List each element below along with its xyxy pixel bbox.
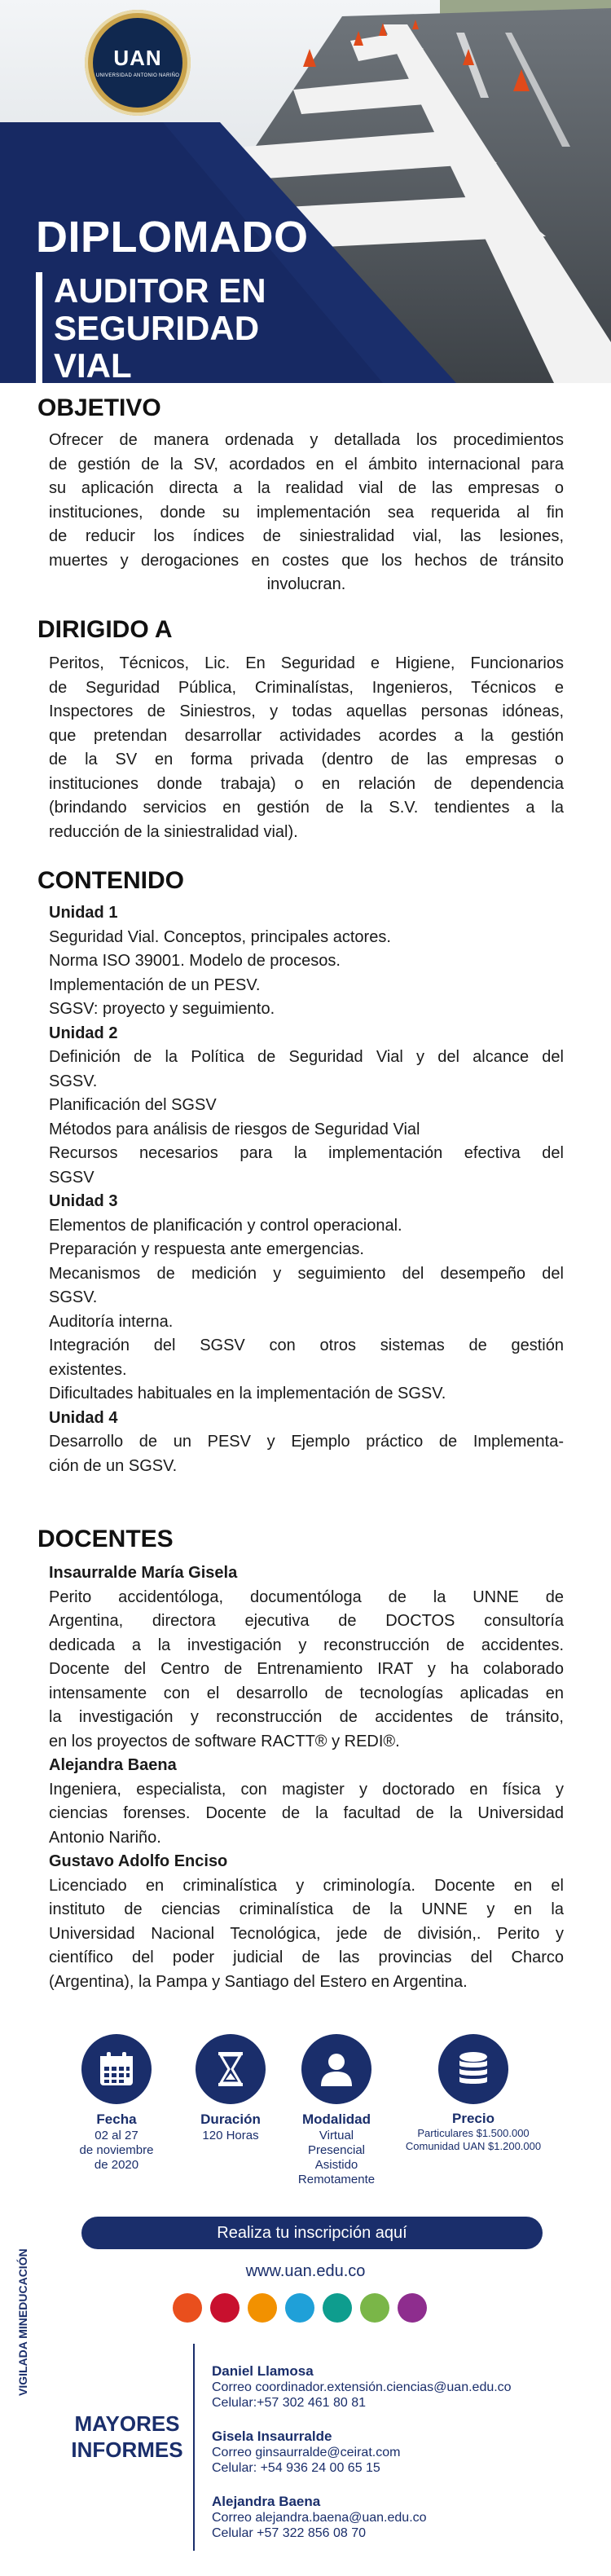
text-line: de gestión de la SV, acordados en el ámbito internacional para [49, 455, 564, 473]
contact-phone[interactable]: Celular +57 322 856 08 70 [212, 2526, 367, 2540]
contact-name: Daniel Llamosa [212, 2363, 314, 2379]
website-link[interactable]: www.uan.edu.co [245, 2262, 366, 2280]
docente-bio-line: Licenciado en criminalística y criminología. Docente en el [49, 1876, 564, 1895]
docente-bio-line: dedicada a la investigación y reconstrucción de accidentes. [49, 1636, 564, 1654]
list-item: Definición de la Política de Seguridad Vial y del alcance del [49, 1048, 564, 1066]
text-line: muertes y derogaciones en costes que los hechos de tránsito [49, 551, 564, 570]
contact-email[interactable]: Correo alejandra.baena@uan.edu.co [212, 2511, 427, 2525]
objetivo-text [49, 429, 564, 597]
docente-bio-line: intensamente con el desarrollo de tecnologías aplicadas en [49, 1684, 564, 1702]
text-line: su aplicación directa a la realidad vial de las empresas o [49, 479, 564, 497]
text-line: reducción de la siniestralidad vial). [49, 822, 298, 841]
section-heading-dirigido: DIRIGIDO A [37, 616, 173, 643]
list-item: Recursos necesarios para la implementación efectiva del [49, 1144, 564, 1162]
docente-name: Alejandra Baena [49, 1756, 177, 1774]
text-line: de Seguridad Pública, Criminalístas, Ingenieros, Técnicos e [49, 678, 564, 697]
unit-title: Unidad 2 [49, 1024, 118, 1042]
docente-bio-line: la investigación y reconstrucción de accidentes de tránsito, [49, 1708, 564, 1726]
signup-button[interactable]: Realiza tu inscripción aquí [81, 2217, 543, 2249]
docente-bio-line: instituto de ciencias criminalística de la UNNE y en la [49, 1900, 564, 1918]
modalidad-value-line: Presencial [307, 2143, 366, 2157]
hero-subtitle [36, 272, 309, 383]
text-line: que pretendan desarrollar actividades acordes a la gestión [49, 726, 564, 745]
text-line: involucran. [266, 575, 346, 593]
unit-title: Unidad 3 [49, 1192, 118, 1210]
color-dot-green [360, 2293, 389, 2323]
fecha-value-line: de 2020 [94, 2158, 139, 2172]
modalidad-label: Modalidad [301, 2111, 371, 2127]
contact-card [212, 2363, 570, 2411]
text-line: instituciones, donde su implementación sea requerida al fin [49, 503, 564, 522]
vigilada-mineducacion-label: VIGILADA MINEDUCACIÓN [16, 2248, 29, 2396]
coins-icon [438, 2034, 508, 2104]
list-item: SGSV [49, 1168, 95, 1187]
text-line: Inspectores de Siniestros, y todas aquellas personas idóneas, [49, 702, 564, 720]
color-dot-orange [173, 2293, 202, 2323]
docente-bio-line: Antonio Nariño. [49, 1828, 161, 1847]
contact-phone[interactable]: Celular:+57 302 461 80 81 [212, 2396, 367, 2410]
fecha-label: Fecha [96, 2111, 137, 2127]
docente-bio-line: Ingeniera, especialista, con magister y doctorado en física y [49, 1780, 564, 1799]
list-item: Desarrollo de un PESV y Ejemplo práctico de Implementa- [49, 1433, 564, 1451]
fecha-info [64, 2112, 169, 2173]
hero-subtitle-line: SEGURIDAD VIAL [54, 309, 260, 383]
precio-label: Precio [452, 2111, 495, 2126]
docente-bio-line: Universidad Nacional Tecnológica, jede de división,. Perito y [49, 1924, 564, 1943]
contact-phone[interactable]: Celular: +54 936 24 00 65 15 [212, 2461, 380, 2475]
mayores-line: INFORMES [71, 2437, 183, 2462]
section-heading-docentes: DOCENTES [37, 1526, 174, 1552]
hero-subtitle-line: AUDITOR EN [54, 271, 266, 310]
unit-title: Unidad 4 [49, 1408, 118, 1427]
docente-bio-line: ciencias forenses. Docente de la facultad de la Universidad [49, 1804, 564, 1822]
list-item: SGSV: proyecto y seguimiento. [49, 1000, 275, 1018]
list-item: Mecanismos de medición y seguimiento del desempeño del [49, 1264, 564, 1283]
list-item: ción de un SGSV. [49, 1456, 178, 1475]
color-dot-teal [323, 2293, 352, 2323]
list-item: Auditoría interna. [49, 1312, 174, 1331]
precio-value-line: Comunidad UAN $1.200.000 [405, 2140, 542, 2152]
text-line: (brindando servicios en gestión de la S.V. tendientes a la [49, 799, 564, 817]
color-dot-blue [285, 2293, 314, 2323]
docente-bio-line: Perito accidentóloga, documentóloga de la UNNE de [49, 1587, 564, 1606]
color-dot-purple [398, 2293, 427, 2323]
docente-bio-line: Docente del Centro de Entrenamiento IRAT y ha colaborado [49, 1660, 564, 1678]
modalidad-value-line: Virtual [319, 2129, 354, 2142]
contacts-divider [193, 2344, 195, 2551]
text-line: Peritos, Técnicos, Lic. En Seguridad e Higiene, Funcionarios [49, 654, 564, 672]
hero-title-block [36, 213, 309, 383]
dirigido-text [49, 652, 564, 844]
list-item: Implementación de un PESV. [49, 975, 261, 994]
contact-card [212, 2428, 570, 2476]
contact-email[interactable]: Correo coordinador.extensión.ciencias@uan.edu.co [212, 2380, 512, 2394]
color-dot-amber [248, 2293, 277, 2323]
modalidad-info [275, 2112, 398, 2187]
precio-value-line: Particulares $1.500.000 [417, 2127, 530, 2139]
list-item: Elementos de planificación y control operacional. [49, 1216, 402, 1235]
section-heading-objetivo: OBJETIVO [37, 394, 161, 421]
list-item: Preparación y respuesta ante emergencias. [49, 1240, 364, 1258]
docente-bio-line: en los proyectos de software RACTT® y REDI®. [49, 1732, 400, 1750]
calendar-icon [81, 2034, 152, 2104]
contact-name: Gisela Insaurralde [212, 2428, 332, 2444]
text-line: instituciones donde trabaja) o en relación de dependencia [49, 774, 564, 793]
duracion-value: 120 Horas [202, 2129, 259, 2142]
docente-bio-line: científico del poder judicial de las provincias del Charco [49, 1949, 564, 1966]
docente-bio-line: Argentina, directora ejecutiva de DOCTOS consultoría [49, 1612, 564, 1630]
course-info-row [0, 2034, 611, 2186]
text-line: de reducir los índices de siniestralidad vial, las lesiones, [49, 527, 564, 545]
contact-email[interactable]: Correo ginsaurralde@ceirat.com [212, 2446, 401, 2459]
logo-subtitle: UNIVERSIDAD ANTONIO NARIÑO [95, 73, 180, 78]
list-item: existentes. [49, 1360, 127, 1379]
list-item: Integración del SGSV con otros sistemas de gestión [49, 1336, 564, 1354]
hero-title: DIPLOMADO [36, 213, 309, 262]
list-item: SGSV. [49, 1072, 98, 1090]
docentes-list [49, 1561, 564, 1994]
hourglass-icon [196, 2034, 266, 2104]
docente-name: Gustavo Adolfo Enciso [49, 1852, 228, 1870]
section-heading-contenido: CONTENIDO [37, 867, 184, 894]
duracion-info [178, 2112, 284, 2143]
hero-banner [0, 0, 611, 383]
docente-name: Insaurralde María Gisela [49, 1564, 238, 1582]
contenido-list [49, 901, 564, 1478]
duracion-label: Duración [200, 2111, 261, 2127]
mayores-informes-heading [70, 2411, 184, 2463]
uan-logo [85, 10, 191, 116]
list-item: Norma ISO 39001. Modelo de procesos. [49, 952, 341, 970]
list-item: SGSV. [49, 1288, 98, 1306]
logo-wordmark: UAN [113, 46, 162, 70]
list-item: Seguridad Vial. Conceptos, principales actores. [49, 927, 391, 946]
contact-name: Alejandra Baena [212, 2494, 321, 2509]
user-icon [301, 2034, 371, 2104]
list-item: Dificultades habituales en la implementación de SGSV. [49, 1385, 446, 1402]
text-line: Ofrecer de manera ordenada y detallada los procedimientos [49, 431, 564, 449]
list-item: Métodos para análisis de riesgos de Seguridad Vial [49, 1120, 420, 1138]
docente-bio-line: (Argentina), la Pampa y Santiago del Estero en Argentina. [49, 1972, 468, 1991]
unit-title: Unidad 1 [49, 904, 118, 922]
fecha-value-line: de noviembre [79, 2143, 154, 2157]
list-item: Planificación del SGSV [49, 1096, 217, 1114]
color-dot-red [210, 2293, 240, 2323]
modalidad-value-line: Asistido Remotamente [297, 2158, 376, 2186]
precio-info [388, 2112, 559, 2153]
mayores-line: MAYORES [74, 2411, 180, 2436]
text-line: de la SV en forma privada (dentro de las empresas o [49, 751, 564, 768]
fecha-value-line: 02 al 27 [95, 2129, 138, 2142]
contact-card [212, 2494, 570, 2541]
